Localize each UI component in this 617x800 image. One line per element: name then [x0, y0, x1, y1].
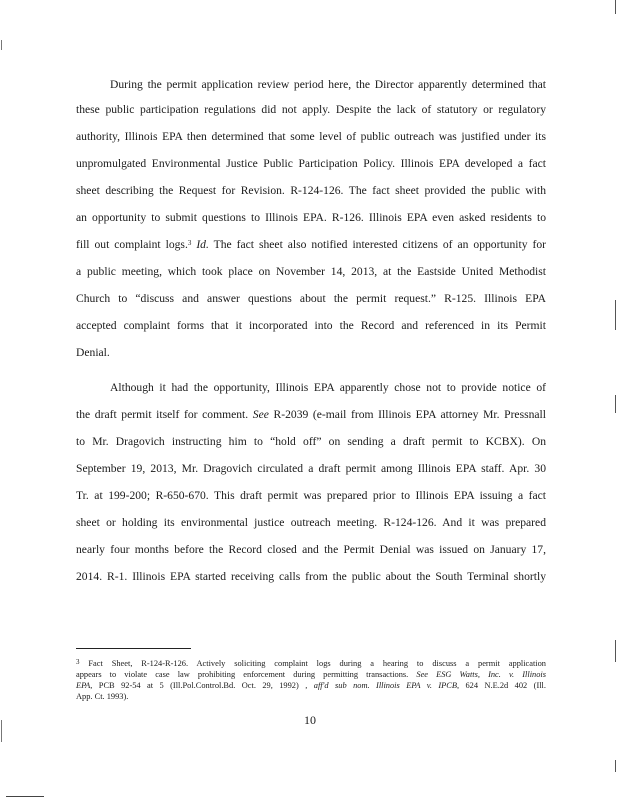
- footnote-separator: [76, 648, 191, 649]
- footnote-case-name: See ESG Watts, Inc. v. Illinois: [416, 670, 546, 679]
- paragraph-1-line-10: accepted complaint forms that it incorporated into the Record and referenced in its Permit: [76, 319, 546, 332]
- paragraph-2-line-8: 2014. R-1. Illinois EPA started receiving calls from the public about the South Terminal shortly: [76, 570, 546, 583]
- paragraph-2-line-2: [76, 408, 546, 422]
- footnote-text: Fact Sheet, R-124-R-126. Actively soliciting complaint logs during a hearing to discuss a permit application: [79, 659, 546, 668]
- paragraph-1-line-1: During the permit application review period here, the Director apparently determined that: [110, 78, 546, 91]
- see-signal: See: [252, 408, 269, 421]
- line-text-b: R-2039 (e-mail from Illinois EPA attorney Mr. Pressnall: [268, 408, 546, 421]
- footnote-line-1: [76, 659, 546, 669]
- footnote-reference-3[interactable]: 3: [187, 239, 192, 247]
- footnote-text: , PCB 92-54 at 5 (Ill.Pol.Control.Bd. Oct. 29, 1992) ,: [90, 681, 314, 690]
- footnote-text: , 624 N.E.2d 402 (Ill.: [456, 681, 546, 690]
- line-7-citation-id: Id.: [191, 238, 209, 251]
- paragraph-1-line-11: Denial.: [76, 346, 110, 359]
- scan-edge-marks-left: [1, 0, 7, 800]
- paragraph-1-line-7: [76, 238, 546, 252]
- line-text-a: the draft permit itself for comment.: [76, 408, 253, 421]
- paragraph-2-line-6: sheet or holding its environmental justice outreach meeting. R-124-126. And it was prepared: [76, 516, 546, 529]
- paragraph-2-line-5: Tr. at 199-200; R-650-670. This draft permit was prepared prior to Illinois EPA issuing a fact: [76, 489, 546, 502]
- footnote-text: appears to violate case law prohibiting enforcement during permitting transactions.: [76, 670, 417, 679]
- paragraph-1-line-3: authority, Illinois EPA then determined that some level of public outreach was justified under its: [76, 130, 546, 143]
- paragraph-1-line-4: unpromulgated Environmental Justice Public Participation Policy. Illinois EPA developed a fact: [76, 157, 546, 170]
- footnote-line-3: [76, 681, 546, 691]
- paragraph-1-line-9: Church to “discuss and answer questions about the permit request.” R-125. Illinois EPA: [76, 292, 546, 305]
- line-7-text-c: The fact sheet also notified interested citizens of an opportunity for: [208, 238, 546, 251]
- line-7-text-a: fill out complaint logs.: [76, 238, 188, 251]
- paragraph-2-line-7: nearly four months before the Record closed and the Permit Denial was issued on January 17,: [76, 543, 546, 556]
- scan-bottom-mark: [6, 796, 44, 797]
- footnote-case-name: aff'd sub nom. Illinois EPA v. IPCB: [313, 681, 457, 690]
- footnote-case-name: EPA: [76, 681, 91, 690]
- paragraph-2-line-3: to Mr. Dragovich instructing him to “hold off” on sending a draft permit to KCBX). On: [76, 435, 546, 448]
- footnote-line-4: App. Ct. 1993).: [76, 692, 129, 701]
- footnote-marker: 3: [76, 658, 80, 666]
- scan-edge-marks-right: [610, 0, 616, 800]
- footnote-line-2: [76, 670, 546, 680]
- paragraph-2-line-1: Although it had the opportunity, Illinois EPA apparently chose not to provide notice of: [110, 381, 546, 394]
- paragraph-2-line-4: September 19, 2013, Mr. Dragovich circulated a draft permit among Illinois EPA staff. Apr. 30: [76, 462, 546, 475]
- page-number: 10: [304, 713, 316, 727]
- paragraph-1-line-8: a public meeting, which took place on November 14, 2013, at the Eastside United Methodist: [76, 265, 546, 278]
- paragraph-1-line-2: these public participation regulations did not apply. Despite the lack of statutory or regulatory: [76, 103, 546, 116]
- paragraph-1-line-6: an opportunity to submit questions to Illinois EPA. R-126. Illinois EPA even asked residents to: [76, 211, 546, 224]
- paragraph-1-line-5: sheet describing the Request for Revision. R-124-126. The fact sheet provided the public with: [76, 184, 546, 197]
